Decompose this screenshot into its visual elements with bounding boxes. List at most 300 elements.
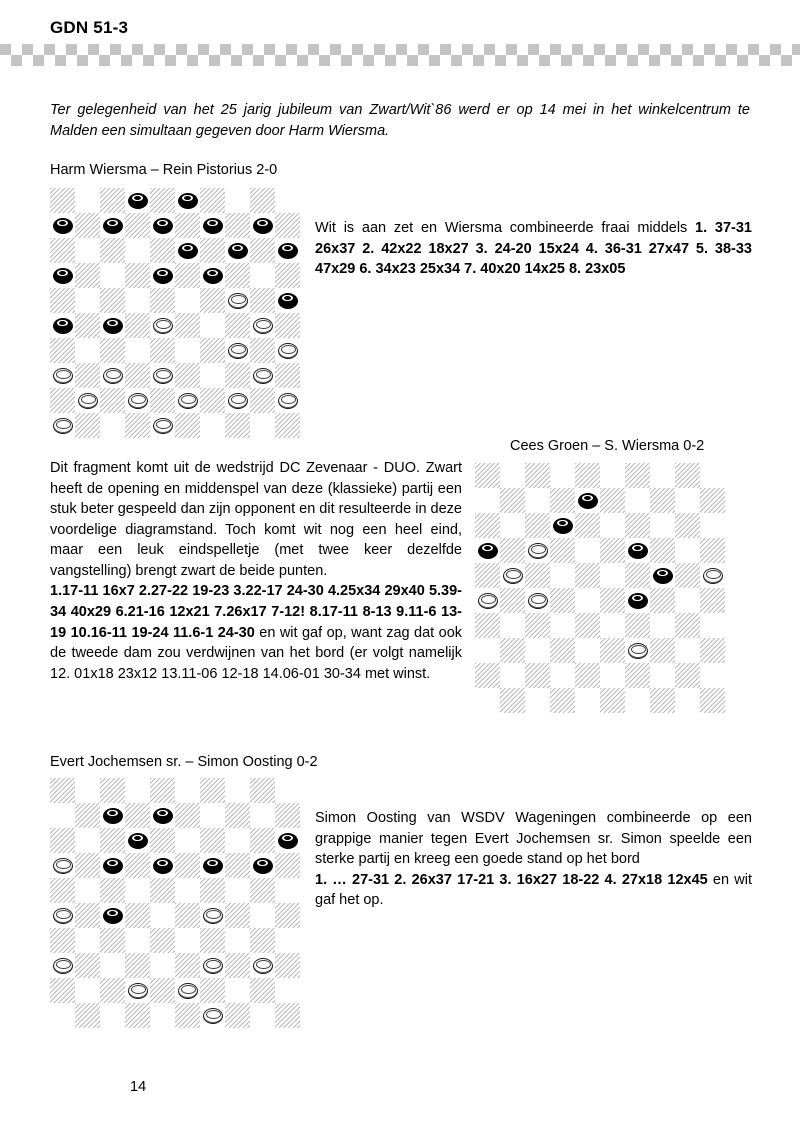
game-1-moves: 1. 37-31 26x37 2. 42x22 18x27 3. 24-20 15x24 4. 36-31 27x47 5. 38-33 47x29 6. 34x23 25x34 7. 40x20 14x25 8. 23x05 — [315, 220, 752, 278]
board-square — [225, 213, 250, 238]
board-square — [275, 928, 300, 953]
board-square — [50, 363, 75, 388]
game-2-paragraph-2: en wit gaf op, want zag dat ook de tweede dam zou verdwijnen van het bord (er volgt namelijk 12. 01x18 23x12 13.11-06 12-18 14.06-01 30-34 met winst. — [50, 624, 463, 682]
board-square — [275, 803, 300, 828]
board-square — [175, 953, 200, 978]
board-square — [275, 953, 300, 978]
board-square — [200, 853, 225, 878]
board-square — [100, 828, 125, 853]
board-square — [225, 828, 250, 853]
black-piece — [128, 193, 148, 209]
white-piece — [228, 343, 248, 359]
board-square — [50, 263, 75, 288]
board-square — [575, 588, 600, 613]
board-square — [75, 828, 100, 853]
board-square — [175, 313, 200, 338]
white-piece — [128, 983, 148, 999]
board-square — [50, 828, 75, 853]
board-square — [550, 663, 575, 688]
board-square — [275, 903, 300, 928]
board-square — [625, 588, 650, 613]
board-square — [600, 688, 625, 713]
board-square — [275, 1003, 300, 1028]
board-square — [625, 663, 650, 688]
board-square — [150, 1003, 175, 1028]
board-square — [50, 778, 75, 803]
board-square — [175, 978, 200, 1003]
board-square — [600, 538, 625, 563]
board-square — [200, 878, 225, 903]
board-square — [75, 953, 100, 978]
board-square — [175, 803, 200, 828]
board-square — [100, 903, 125, 928]
board-square — [50, 903, 75, 928]
board-square — [675, 663, 700, 688]
game-2-commentary — [50, 458, 462, 684]
white-piece — [228, 293, 248, 309]
white-piece — [53, 958, 73, 974]
white-piece — [278, 343, 298, 359]
board-square — [150, 338, 175, 363]
board-square — [50, 188, 75, 213]
board-square — [125, 338, 150, 363]
white-piece — [153, 318, 173, 334]
board-square — [500, 638, 525, 663]
board-square — [175, 878, 200, 903]
board-square — [50, 213, 75, 238]
board-square — [700, 513, 725, 538]
board-square — [275, 878, 300, 903]
board-square — [50, 313, 75, 338]
black-piece — [153, 808, 173, 824]
board-square — [150, 803, 175, 828]
black-piece — [103, 218, 123, 234]
board-square — [225, 778, 250, 803]
board-square — [700, 663, 725, 688]
black-piece — [278, 833, 298, 849]
board-square — [100, 878, 125, 903]
board-square — [75, 363, 100, 388]
white-piece — [203, 1008, 223, 1024]
board-square — [100, 338, 125, 363]
board-square — [225, 238, 250, 263]
black-piece — [128, 833, 148, 849]
board-square — [50, 288, 75, 313]
board-square — [575, 563, 600, 588]
board-square — [700, 563, 725, 588]
game-2-title: Cees Groen – S. Wiersma 0-2 — [510, 438, 705, 454]
board-square — [125, 903, 150, 928]
board-square — [100, 778, 125, 803]
game-3-paragraph: Simon Oosting van WSDV Wageningen combineerde op een grappige manier tegen Evert Jochemsen sr. Simon speelde een sterke partij en kreeg een goede stand op het bord — [315, 810, 752, 868]
board-square — [275, 413, 300, 438]
board-square — [125, 313, 150, 338]
board-square — [150, 853, 175, 878]
white-piece — [528, 543, 548, 559]
board-square — [150, 978, 175, 1003]
white-piece — [53, 908, 73, 924]
draughts-board-2 — [475, 463, 725, 713]
board-square — [275, 213, 300, 238]
board-square — [475, 663, 500, 688]
board-square — [525, 663, 550, 688]
board-square — [75, 238, 100, 263]
board-square — [125, 188, 150, 213]
white-piece — [253, 318, 273, 334]
page-number: 14 — [130, 1079, 147, 1095]
board-square — [625, 488, 650, 513]
board-square — [125, 1003, 150, 1028]
board-square — [575, 688, 600, 713]
board-square — [100, 413, 125, 438]
board-square — [550, 688, 575, 713]
board-square — [100, 188, 125, 213]
board-square — [525, 463, 550, 488]
board-square — [700, 688, 725, 713]
board-square — [475, 638, 500, 663]
board-square — [650, 588, 675, 613]
black-piece — [553, 518, 573, 534]
board-square — [75, 263, 100, 288]
board-square — [100, 313, 125, 338]
board-square — [250, 953, 275, 978]
board-square — [100, 978, 125, 1003]
board-square — [525, 513, 550, 538]
board-square — [75, 413, 100, 438]
white-piece — [178, 983, 198, 999]
board-square — [125, 853, 150, 878]
board-square — [500, 663, 525, 688]
board-square — [550, 538, 575, 563]
board-square — [175, 778, 200, 803]
board-square — [225, 803, 250, 828]
white-piece — [528, 593, 548, 609]
board-square — [250, 778, 275, 803]
board-square — [625, 538, 650, 563]
board-square — [175, 928, 200, 953]
board-square — [625, 563, 650, 588]
board-square — [475, 613, 500, 638]
board-square — [600, 463, 625, 488]
black-piece — [103, 318, 123, 334]
board-square — [125, 878, 150, 903]
board-square — [175, 188, 200, 213]
game-3-title: Evert Jochemsen sr. – Simon Oosting 0-2 — [50, 754, 318, 770]
board-square — [200, 188, 225, 213]
white-piece — [478, 593, 498, 609]
board-square — [150, 313, 175, 338]
white-piece — [178, 393, 198, 409]
board-square — [75, 338, 100, 363]
board-square — [500, 463, 525, 488]
board-square — [200, 263, 225, 288]
black-piece — [53, 268, 73, 284]
black-piece — [53, 318, 73, 334]
board-square — [150, 288, 175, 313]
white-piece — [228, 393, 248, 409]
game-2-moves: 1.17-11 16x7 2.27-22 19-23 3.22-17 24-30 4.25x34 29x40 5.39-34 40x29 6.21-16 12x21 7.26x17 7-12! 8.17-11 8-13 9.11-6 13-19 10.16-11 19-24 11.6-1 24-30 — [50, 583, 462, 641]
white-piece — [153, 418, 173, 434]
board-square — [50, 413, 75, 438]
board-square — [500, 488, 525, 513]
board-square — [175, 1003, 200, 1028]
board-square — [625, 638, 650, 663]
board-square — [250, 928, 275, 953]
board-square — [125, 238, 150, 263]
board-square — [575, 663, 600, 688]
board-square — [625, 463, 650, 488]
board-square — [50, 1003, 75, 1028]
board-square — [650, 538, 675, 563]
board-square — [650, 613, 675, 638]
board-square — [650, 463, 675, 488]
board-square — [175, 338, 200, 363]
board-square — [225, 288, 250, 313]
board-square — [150, 388, 175, 413]
white-piece — [128, 393, 148, 409]
board-square — [700, 588, 725, 613]
board-square — [650, 513, 675, 538]
game-1-title: Harm Wiersma – Rein Pistorius 2-0 — [50, 162, 278, 178]
board-square — [250, 1003, 275, 1028]
board-square — [500, 538, 525, 563]
board-square — [700, 638, 725, 663]
game-2-paragraph-1: Dit fragment komt uit de wedstrijd DC Zevenaar - DUO. Zwart heeft de opening en middenspel van deze (klassieke) partij een stuk beter gespeeld dan zijn opponent en dit resulteerde in deze voordelige diagramstand. Toch komt wit nog een heel eind, maar een leuk eindspelletje (met twee keer dezelfde vangstelling) brengt zwart de beide punten. — [50, 460, 462, 579]
board-square — [200, 313, 225, 338]
board-square — [200, 778, 225, 803]
board-square — [50, 978, 75, 1003]
game-3-tail: en wit gaf het op. — [315, 871, 752, 909]
black-piece — [228, 243, 248, 259]
board-square — [50, 953, 75, 978]
board-square — [550, 513, 575, 538]
board-square — [625, 513, 650, 538]
board-square — [250, 188, 275, 213]
board-square — [525, 688, 550, 713]
board-square — [250, 828, 275, 853]
board-square — [225, 363, 250, 388]
board-square — [675, 463, 700, 488]
board-square — [150, 413, 175, 438]
board-square — [125, 778, 150, 803]
black-piece — [203, 268, 223, 284]
board-square — [225, 903, 250, 928]
board-square — [50, 338, 75, 363]
board-square — [675, 638, 700, 663]
board-square — [150, 188, 175, 213]
board-square — [200, 928, 225, 953]
board-square — [125, 263, 150, 288]
board-square — [175, 853, 200, 878]
board-square — [125, 953, 150, 978]
black-piece — [278, 243, 298, 259]
board-square — [525, 613, 550, 638]
board-square — [200, 978, 225, 1003]
board-square — [175, 903, 200, 928]
board-square — [650, 663, 675, 688]
white-piece — [53, 418, 73, 434]
board-square — [700, 463, 725, 488]
board-square — [550, 463, 575, 488]
board-square — [250, 288, 275, 313]
board-square — [250, 978, 275, 1003]
board-square — [200, 903, 225, 928]
board-square — [275, 238, 300, 263]
board-square — [225, 188, 250, 213]
draughts-board-3 — [50, 778, 300, 1028]
board-square — [50, 853, 75, 878]
board-square — [225, 388, 250, 413]
page-header-title: GDN 51-3 — [50, 18, 129, 37]
intro-paragraph: Ter gelegenheid van het 25 jarig jubileum van Zwart/Wit`86 werd er op 14 mei in het winkelcentrum te Malden een simultaan gegeven door Harm Wiersma. — [50, 102, 750, 139]
board-square — [100, 388, 125, 413]
board-square — [175, 288, 200, 313]
board-square — [550, 588, 575, 613]
board-square — [700, 488, 725, 513]
board-square — [175, 363, 200, 388]
white-piece — [153, 368, 173, 384]
board-square — [100, 1003, 125, 1028]
board-square — [225, 878, 250, 903]
board-square — [675, 513, 700, 538]
white-piece — [253, 958, 273, 974]
black-piece — [103, 858, 123, 874]
board-square — [600, 663, 625, 688]
board-square — [50, 388, 75, 413]
white-piece — [203, 958, 223, 974]
board-square — [200, 828, 225, 853]
board-square — [225, 1003, 250, 1028]
board-square — [150, 263, 175, 288]
board-square — [125, 363, 150, 388]
board-square — [200, 1003, 225, 1028]
board-square — [500, 688, 525, 713]
board-square — [150, 903, 175, 928]
board-square — [550, 638, 575, 663]
board-square — [600, 563, 625, 588]
board-square — [700, 613, 725, 638]
board-square — [275, 338, 300, 363]
board-square — [550, 488, 575, 513]
board-square — [250, 413, 275, 438]
board-square — [75, 1003, 100, 1028]
board-square — [125, 288, 150, 313]
white-piece — [628, 643, 648, 659]
board-square — [75, 313, 100, 338]
board-square — [250, 853, 275, 878]
black-piece — [53, 218, 73, 234]
board-square — [225, 413, 250, 438]
board-square — [275, 828, 300, 853]
board-square — [125, 978, 150, 1003]
board-square — [100, 363, 125, 388]
board-square — [100, 953, 125, 978]
board-square — [50, 928, 75, 953]
board-square — [475, 513, 500, 538]
board-square — [50, 238, 75, 263]
board-square — [150, 363, 175, 388]
board-square — [475, 688, 500, 713]
white-piece — [278, 393, 298, 409]
board-square — [625, 613, 650, 638]
board-square — [175, 213, 200, 238]
board-square — [675, 688, 700, 713]
board-square — [525, 538, 550, 563]
board-square — [150, 828, 175, 853]
board-square — [75, 803, 100, 828]
white-piece — [503, 568, 523, 584]
board-square — [700, 538, 725, 563]
board-square — [650, 638, 675, 663]
board-square — [200, 288, 225, 313]
board-square — [100, 288, 125, 313]
board-square — [75, 188, 100, 213]
board-square — [225, 953, 250, 978]
board-square — [200, 953, 225, 978]
board-square — [250, 238, 275, 263]
black-piece — [178, 193, 198, 209]
board-square — [600, 488, 625, 513]
board-square — [250, 388, 275, 413]
black-piece — [203, 218, 223, 234]
board-square — [75, 903, 100, 928]
black-piece — [653, 568, 673, 584]
board-square — [75, 778, 100, 803]
checker-row-bottom — [0, 55, 800, 66]
black-piece — [178, 243, 198, 259]
white-piece — [53, 858, 73, 874]
board-square — [100, 928, 125, 953]
board-square — [600, 638, 625, 663]
board-square — [225, 978, 250, 1003]
board-square — [575, 613, 600, 638]
board-square — [675, 538, 700, 563]
board-square — [200, 338, 225, 363]
board-square — [575, 488, 600, 513]
board-square — [150, 778, 175, 803]
board-square — [50, 803, 75, 828]
black-piece — [253, 858, 273, 874]
board-square — [250, 803, 275, 828]
board-square — [475, 488, 500, 513]
board-square — [650, 688, 675, 713]
board-square — [275, 188, 300, 213]
board-square — [100, 213, 125, 238]
board-square — [75, 928, 100, 953]
game-1-commentary-plain: Wit is aan zet en Wiersma combineerde fraai middels — [315, 220, 696, 236]
black-piece — [578, 493, 598, 509]
board-square — [275, 313, 300, 338]
board-square — [250, 338, 275, 363]
board-square — [250, 263, 275, 288]
board-square — [675, 613, 700, 638]
board-square — [125, 828, 150, 853]
white-piece — [103, 368, 123, 384]
board-square — [575, 538, 600, 563]
board-square — [475, 563, 500, 588]
board-square — [525, 638, 550, 663]
board-square — [250, 313, 275, 338]
board-square — [125, 928, 150, 953]
board-square — [575, 463, 600, 488]
board-square — [50, 878, 75, 903]
board-square — [150, 953, 175, 978]
black-piece — [628, 543, 648, 559]
board-square — [225, 338, 250, 363]
board-square — [625, 688, 650, 713]
board-square — [125, 213, 150, 238]
black-piece — [253, 218, 273, 234]
